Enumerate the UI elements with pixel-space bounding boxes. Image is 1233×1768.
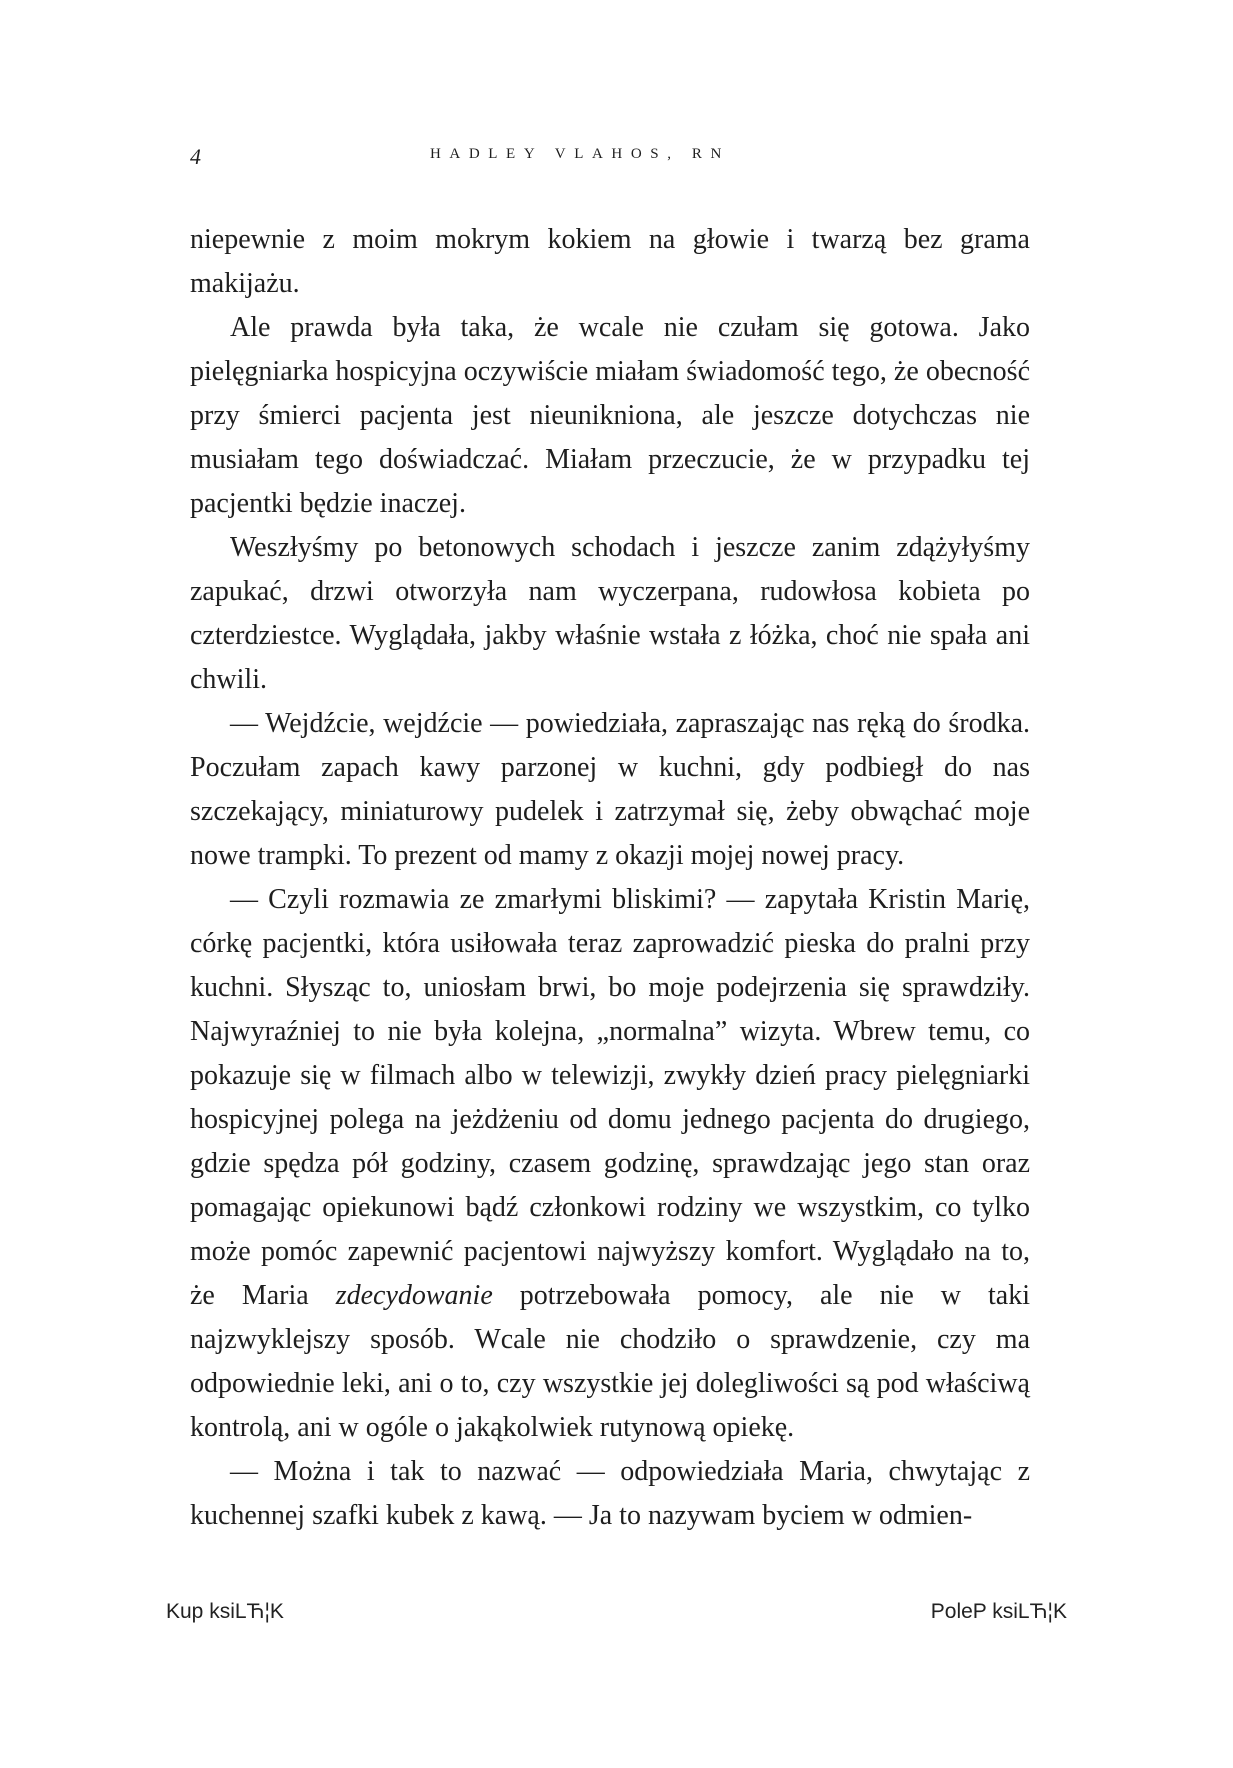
paragraph: — Wejdźcie, wejdźcie — powiedziała, zapraszając nas ręką do środka. Poczułam zapach kawy parzonej w kuchni, gdy podbiegł do nas szczekający, miniaturowy pudelek i zatrzymał się, żeby obwąchać moje nowe trampki. To prezent od mamy z okazji mojej nowej pracy.: [190, 708, 1030, 871]
paragraph: Ale prawda była taka, że wcale nie czułam się gotowa. Jako pielęgniarka hospicyjna oczywiście miałam świadomość tego, że obecność przy śmierci pacjenta jest nieunikniona, ale jeszcze dotychczas nie musiałam tego doświadczać. Miałam przeczucie, że w przypadku tej pacjentki będzie inaczej.: [190, 312, 1030, 519]
paragraph: — Można i tak to nazwać — odpowiedziała Maria, chwytając z kuchennej szafki kubek z kawą. — Ja to nazywam byciem w odmien-: [190, 1456, 1030, 1531]
paragraph: Weszłyśmy po betonowych schodach i jeszcze zanim zdążyłyśmy zapukać, drzwi otworzyła nam wyczerpana, rudowłosa kobieta po czterdziestce. Wyglądała, jakby właśnie wstała z łóżka, choć nie spała ani chwili.: [190, 532, 1030, 695]
recommend-book-link[interactable]: PoleP ksiLЋ¦K: [930, 1600, 1067, 1623]
running-header: [190, 144, 1030, 168]
running-title: HADLEY VLAHOS, RN: [430, 146, 730, 162]
page-number: 4: [190, 144, 201, 169]
body-text: [190, 218, 1030, 1538]
paragraph-text: — Czyli rozmawia ze zmarłymi bliskimi? — zapytała Kristin Marię, córkę pacjentki, która usiłowała teraz zaprowadzić pieska do pralni przy kuchni. Słysząc to, uniosłam brwi, bo moje podejrzenia się sprawdziły. Najwyraźniej to nie była kolejna, „normalna” wizyta. Wbrew temu, co pokazuje się w filmach albo w telewizji, zwykły dzień pracy pielęgniarki hospicyjnej polega na jeżdżeniu od domu jednego pacjenta do drugiego, gdzie spędza pół godziny, czasem godzinę, sprawdzając jego stan oraz pomagając opiekunowi bądź członkowi rodziny we wszystkim, co tylko może pomóc zapewnić pacjentowi najwyższy komfort. Wyglądało na to, że Maria: [190, 884, 1030, 1311]
buy-book-link[interactable]: Kup ksiLЋ¦K: [166, 1600, 284, 1623]
paragraph: [190, 878, 1030, 1450]
emphasized-word: zdecydowanie: [335, 1280, 493, 1311]
paragraph: niepewnie z moim mokrym kokiem na głowie i twarzą bez grama makijażu.: [190, 224, 1030, 299]
paragraph-text: potrzebowała pomocy, ale nie w taki najzwyklejszy sposób. Wcale nie chodziło o sprawdzenie, czy ma odpowiednie leki, ani o to, czy wszystkie jej dolegliwości są pod właściwą kontrolą, ani w ogóle o jakąkolwiek rutynową opiekę.: [190, 1280, 1030, 1443]
